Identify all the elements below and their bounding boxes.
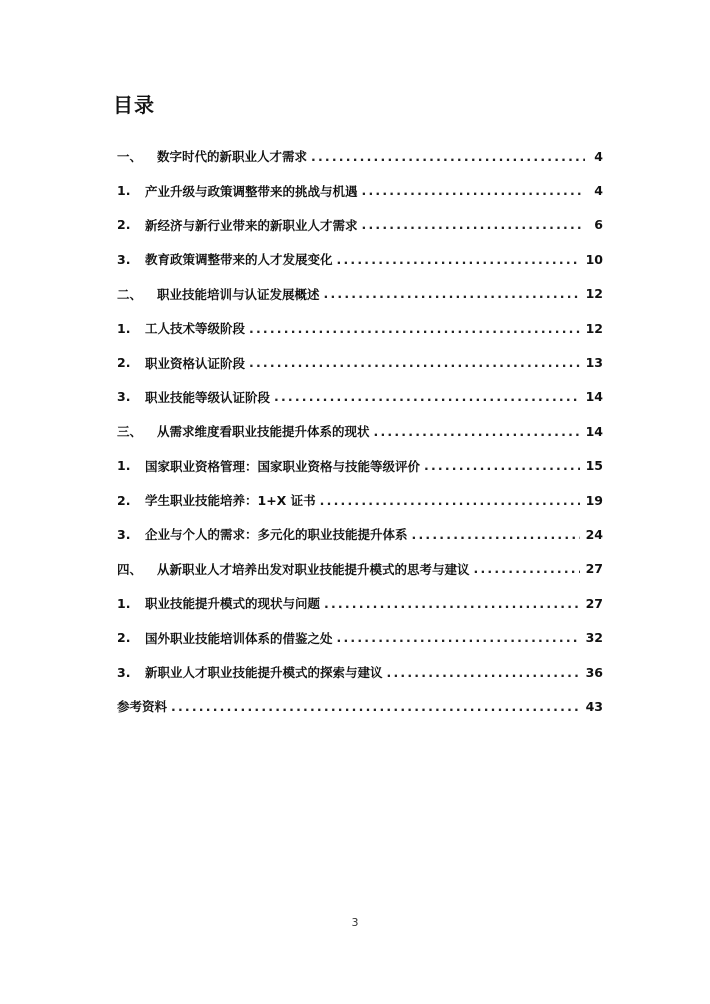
toc-entry-page: 10 [585, 251, 603, 267]
dot-leader [387, 665, 580, 680]
dot-leader [374, 424, 580, 439]
toc-entry-title: 产业升级与政策调整带来的挑战与机遇 [145, 183, 358, 199]
toc-entry-number: 1. [117, 458, 131, 474]
toc-entry-number: 1. [117, 595, 131, 611]
dot-leader [324, 596, 580, 611]
toc-entry-title: 新职业人才职业技能提升模式的探索与建议 [145, 665, 383, 681]
toc-entry[interactable] [117, 139, 603, 173]
toc-entry-page: 12 [585, 320, 603, 336]
toc-entry-page: 24 [585, 526, 603, 542]
toc-entry[interactable] [117, 586, 603, 620]
toc-entry[interactable] [117, 552, 603, 586]
dot-leader [274, 389, 580, 404]
toc-entry-number: 2. [117, 630, 131, 646]
toc-entry-title: 参考资料 [117, 699, 168, 715]
toc-entry-page: 15 [585, 458, 603, 474]
toc-entry-title: 职业技能等级认证阶段 [145, 389, 271, 405]
toc-entry-page: 4 [594, 148, 603, 164]
toc-entry-page: 12 [585, 286, 603, 302]
toc-entry-number: 2. [117, 492, 131, 508]
toc-entry[interactable] [117, 311, 603, 345]
page-number: 3 [351, 916, 359, 929]
toc-entry-page: 32 [585, 630, 603, 646]
toc-entry-number: 1. [117, 320, 131, 336]
toc-entry-number: 3. [117, 389, 131, 405]
toc-entry-page: 13 [585, 355, 603, 371]
toc-entry-title: 职业技能培训与认证发展概述 [157, 286, 320, 302]
toc-entry-title: 职业资格认证阶段 [145, 355, 246, 371]
toc-entry-title: 新经济与新行业带来的新职业人才需求 [145, 217, 358, 233]
toc-entry[interactable] [117, 277, 603, 311]
dot-leader [324, 286, 580, 301]
toc-entry[interactable] [117, 655, 603, 689]
toc-entry-page: 14 [585, 423, 603, 439]
dot-leader [362, 217, 585, 232]
toc-entry-page: 36 [585, 664, 603, 680]
toc-entry-number: 1. [117, 183, 131, 199]
toc-entry-title: 从新职业人才培养出发对职业技能提升模式的思考与建议 [157, 561, 470, 577]
page-title: 目录 [113, 93, 155, 117]
toc-entry[interactable] [117, 414, 603, 448]
toc-entry[interactable] [117, 620, 603, 654]
toc-entry-title: 学生职业技能培养：1+X 证书 [145, 493, 316, 509]
toc-entry-page: 19 [585, 492, 603, 508]
dot-leader [249, 355, 580, 370]
toc-entry[interactable] [117, 380, 603, 414]
toc-entry-page: 27 [585, 561, 603, 577]
dot-leader [171, 699, 580, 714]
toc-entry-page: 6 [594, 217, 603, 233]
toc-entry[interactable] [117, 208, 603, 242]
toc-entry[interactable] [117, 242, 603, 276]
toc-entry-number: 四、 [117, 561, 143, 577]
toc-entry-title: 从需求维度看职业技能提升体系的现状 [157, 424, 370, 440]
toc-entry-number: 一、 [117, 149, 143, 165]
dot-leader [249, 321, 580, 336]
toc-entry-number: 3. [117, 251, 131, 267]
toc-entry-number: 3. [117, 526, 131, 542]
table-of-contents [117, 139, 603, 724]
toc-entry[interactable] [117, 173, 603, 207]
dot-leader [337, 252, 580, 267]
toc-entry[interactable] [117, 449, 603, 483]
dot-leader [311, 149, 585, 164]
toc-entry-references[interactable] [117, 689, 603, 723]
toc-entry-title: 教育政策调整带来的人才发展变化 [145, 252, 333, 268]
toc-entry-title: 国外职业技能培训体系的借鉴之处 [145, 630, 333, 646]
toc-entry-number: 3. [117, 664, 131, 680]
dot-leader [412, 527, 580, 542]
toc-entry-number: 二、 [117, 286, 143, 302]
dot-leader [362, 183, 585, 198]
toc-entry-number: 2. [117, 355, 131, 371]
dot-leader [320, 493, 580, 508]
toc-entry[interactable] [117, 483, 603, 517]
toc-entry-title: 数字时代的新职业人才需求 [157, 149, 308, 165]
toc-entry-page: 14 [585, 389, 603, 405]
toc-entry-title: 国家职业资格管理：国家职业资格与技能等级评价 [145, 458, 421, 474]
toc-entry[interactable] [117, 345, 603, 379]
toc-entry-title: 工人技术等级阶段 [145, 321, 246, 337]
toc-entry-page: 4 [594, 183, 603, 199]
toc-entry[interactable] [117, 517, 603, 551]
dot-leader [424, 458, 580, 473]
toc-entry-number: 三、 [117, 424, 143, 440]
toc-entry-number: 2. [117, 217, 131, 233]
toc-entry-page: 27 [585, 595, 603, 611]
toc-entry-page: 43 [585, 698, 603, 714]
dot-leader [474, 561, 580, 576]
dot-leader [337, 630, 580, 645]
toc-entry-title: 职业技能提升模式的现状与问题 [145, 596, 321, 612]
toc-entry-title: 企业与个人的需求：多元化的职业技能提升体系 [145, 527, 408, 543]
